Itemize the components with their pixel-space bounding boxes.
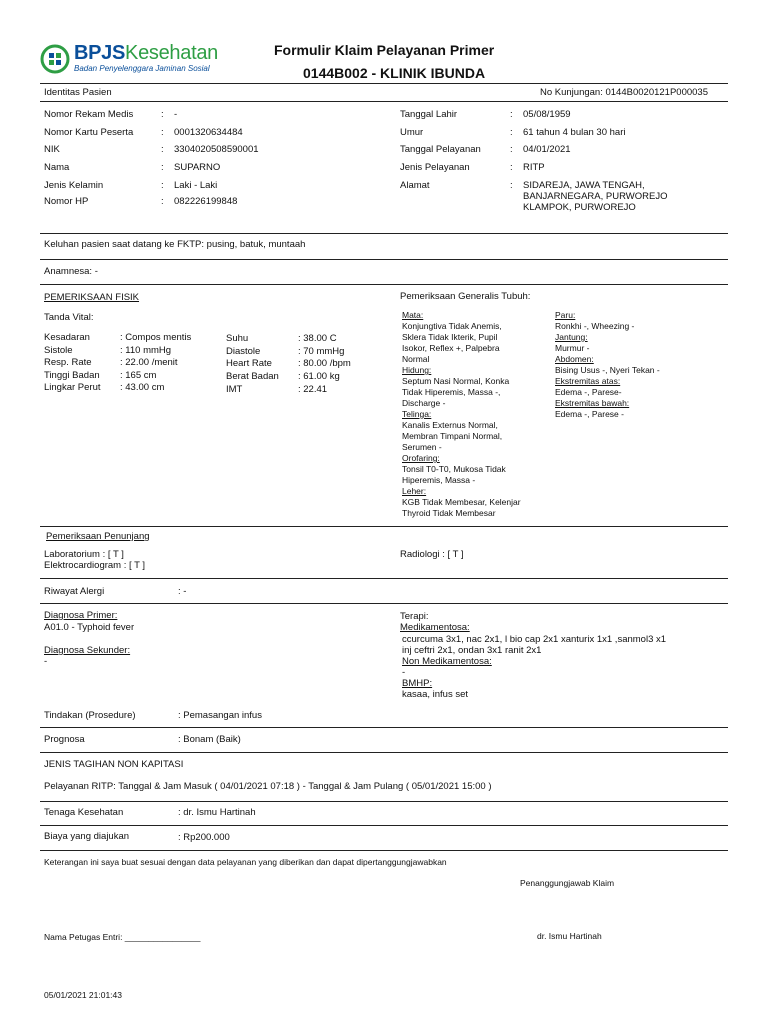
vital-label: Berat Badan <box>226 371 279 382</box>
identitas-left-label: Jenis Kelamin <box>44 180 104 191</box>
generalis-line: Abdomen: <box>555 354 594 364</box>
generalis-line: Jantung: <box>555 332 588 342</box>
bpjs-logo-icon <box>40 44 70 74</box>
identitas-right-label: Alamat <box>400 180 430 191</box>
vital-value: : 61.00 kg <box>298 371 340 382</box>
colon: : <box>510 162 513 173</box>
vital-label: Resp. Rate <box>44 357 92 368</box>
tenaga-label: Tenaga Kesehatan <box>44 807 124 818</box>
generalis-line: Telinga: <box>402 409 432 419</box>
generalis-line: Thyroid Tidak Membesar <box>402 508 496 518</box>
colon: : <box>161 144 164 155</box>
vital-value: : 80.00 /bpm <box>298 358 351 369</box>
non-medikamentosa-value: - <box>402 667 406 678</box>
vital-label: Kesadaran <box>44 332 90 343</box>
prognosa-label: Prognosa <box>44 734 85 745</box>
bmhp-value: kasaa, infus set <box>402 689 469 700</box>
vital-label: IMT <box>226 384 243 395</box>
keluhan: Keluhan pasien saat datang ke FKTP: pusing, batuk, muntaah <box>44 239 306 250</box>
biaya-value: : Rp200.000 <box>178 832 230 843</box>
tenaga-value: : dr. Ismu Hartinah <box>178 807 256 818</box>
colon: : <box>510 144 513 155</box>
vital-value: : 43.00 cm <box>120 382 165 393</box>
alamat-line: KLAMPOK, PURWOREJO <box>523 202 636 213</box>
generalis-line: Septum Nasi Normal, Konka <box>402 376 510 386</box>
bmhp-label: BMHP: <box>402 678 433 689</box>
generalis-line: Hiperemis, Massa - <box>402 475 476 485</box>
vital-value: : 110 mmHg <box>120 345 172 356</box>
vital-label: Diastole <box>226 346 261 357</box>
medikamentosa-line-1: ccurcuma 3x1, nac 2x1, l bio cap 2x1 xanturix 1x1 ,sanmol3 x1 <box>402 634 667 645</box>
radiologi: Radiologi : [ T ] <box>400 549 464 560</box>
generalis-line: Edema -, Parese - <box>555 409 624 419</box>
brand-subtitle: Badan Penyelenggara Jaminan Sosial <box>74 64 210 73</box>
colon: : <box>510 127 513 138</box>
keterangan: Keterangan ini saya buat sesuai dengan data pelayanan yang diberikan dan dapat dipertanggungjawabkan <box>44 857 447 867</box>
vital-value: : Compos mentis <box>120 332 192 343</box>
generalis-line: Serumen - <box>402 442 442 452</box>
vital-value: : 22.41 <box>298 384 328 395</box>
identitas-right-label: Umur <box>400 127 424 138</box>
non-medikamentosa-label: Non Medikamentosa: <box>402 656 492 667</box>
generalis-line: Kanalis Externus Normal, <box>402 420 498 430</box>
colon: : <box>510 180 513 191</box>
generalis-line: Membran Timpani Normal, <box>402 431 503 441</box>
identitas-right-value: RITP <box>523 162 545 173</box>
tindakan-value: : Pemasangan infus <box>178 710 262 721</box>
colon: : <box>161 109 164 120</box>
colon: : <box>161 196 164 207</box>
no-kunjungan: No Kunjungan: 0144B0020121P000035 <box>540 87 708 98</box>
colon: : <box>161 180 164 191</box>
vital-value: : 165 cm <box>120 370 157 381</box>
generalis-line: Sklera Tidak Ikterik, Pupil <box>402 332 498 342</box>
pemeriksaan-fisik-title: PEMERIKSAAN FISIK <box>44 292 140 303</box>
identitas-right-label: Tanggal Lahir <box>400 109 458 120</box>
brand-main: BPJS <box>74 42 126 64</box>
colon: : <box>510 109 513 120</box>
medikamentosa-line-2: inj ceftri 2x1, ondan 3x1 ranit 2x1 <box>402 645 542 656</box>
identitas-left-label: Nomor Kartu Peserta <box>44 127 134 138</box>
identitas-left-value: 3304020508590001 <box>174 144 259 155</box>
generalis-line: Konjungtiva Tidak Anemis, <box>402 321 502 331</box>
tagihan-detail: Pelayanan RITP: Tanggal & Jam Masuk ( 04/01/2021 07:18 ) - Tanggal & Jam Pulang ( 05/01/2021 15:00 ) <box>44 781 492 792</box>
bpjs-logo <box>40 42 225 76</box>
generalis-left <box>402 310 552 519</box>
medikamentosa-label: Medikamentosa: <box>400 622 470 633</box>
identitas-left-label: Nama <box>44 162 70 173</box>
generalis-line: Tidak Hiperemis, Massa -, <box>402 387 501 397</box>
tindakan-label: Tindakan (Prosedure) <box>44 710 136 721</box>
alamat-line: SIDAREJA, JAWA TENGAH, <box>523 180 645 191</box>
identitas-left-value: 0001320634484 <box>174 127 243 138</box>
generalis-line: Discharge - <box>402 398 446 408</box>
identitas-label: Identitas Pasien <box>44 87 112 98</box>
print-timestamp: 05/01/2021 21:01:43 <box>44 990 122 1000</box>
alergi-label: Riwayat Alergi <box>44 586 105 597</box>
tagihan-title: JENIS TAGIHAN NON KAPITASI <box>44 759 184 770</box>
identitas-right-label: Tanggal Pelayanan <box>400 144 481 155</box>
generalis-line: KGB Tidak Membesar, Kelenjar <box>402 497 521 507</box>
prognosa-value: : Bonam (Baik) <box>178 734 241 745</box>
brand-accent: Kesehatan <box>125 42 218 64</box>
colon: : <box>161 127 164 138</box>
vital-value: : 22.00 /menit <box>120 357 178 368</box>
identitas-right-value: 05/08/1959 <box>523 109 571 120</box>
generalis-line: Ekstremitas bawah: <box>555 398 630 408</box>
identitas-right-value: 04/01/2021 <box>523 144 571 155</box>
anamnesa: Anamnesa: - <box>44 266 98 277</box>
generalis-line: Ronkhi -, Wheezing - <box>555 321 635 331</box>
generalis-line: Bising Usus -, Nyeri Tekan - <box>555 365 660 375</box>
laboratorium: Laboratorium : [ T ] <box>44 549 124 560</box>
nama-petugas-entri: Nama Petugas Entri: ________________ <box>44 932 201 942</box>
vital-label: Suhu <box>226 333 249 344</box>
diagnosa-primer-label: Diagnosa Primer: <box>44 610 118 621</box>
tanda-vital-label: Tanda Vital: <box>44 312 94 323</box>
identitas-left-label: NIK <box>44 144 60 155</box>
generalis-line: Tonsil T0-T0, Mukosa Tidak <box>402 464 506 474</box>
generalis-line: Normal <box>402 354 430 364</box>
identitas-left-value: - <box>174 109 178 120</box>
generalis-line: Murmur - <box>555 343 590 353</box>
terapi-label: Terapi: <box>400 611 429 622</box>
penunjang-title: Pemeriksaan Penunjang <box>46 531 150 542</box>
generalis-line: Isokor, Reflex +, Palpebra <box>402 343 500 353</box>
vital-label: Sistole <box>44 345 73 356</box>
vital-label: Heart Rate <box>226 358 272 369</box>
generalis-line: Leher: <box>402 486 427 496</box>
generalis-right <box>555 310 725 420</box>
clinic-title: 0144B002 - KLINIK IBUNDA <box>303 65 486 81</box>
dokter-signature-name: dr. Ismu Hartinah <box>537 931 602 941</box>
colon: : <box>161 162 164 173</box>
biaya-label: Biaya yang diajukan <box>44 831 130 842</box>
identitas-left-label: Nomor Rekam Medis <box>44 109 134 120</box>
alergi-value: : - <box>178 586 187 597</box>
diagnosa-sekunder-label: Diagnosa Sekunder: <box>44 645 131 656</box>
vital-label: Tinggi Badan <box>44 370 100 381</box>
identitas-left-value: 082226199848 <box>174 196 238 207</box>
diagnosa-sekunder-value: - <box>44 656 48 667</box>
generalis-line: Ekstremitas atas: <box>555 376 621 386</box>
generalis-line: Mata: <box>402 310 424 320</box>
vital-value: : 70 mmHg <box>298 346 345 357</box>
generalis-line: Orofaring: <box>402 453 440 463</box>
diagnosa-primer-value: A01.0 - Typhoid fever <box>44 622 135 633</box>
identitas-left-value: Laki - Laki <box>174 180 218 191</box>
page-title: Formulir Klaim Pelayanan Primer <box>274 42 495 58</box>
penanggungjawab: Penanggungjawab Klaim <box>520 878 615 888</box>
generalis-line: Hidung: <box>402 365 432 375</box>
identitas-left-value: SUPARNO <box>174 162 221 173</box>
identitas-right-label: Jenis Pelayanan <box>400 162 470 173</box>
alamat-line: BANJARNEGARA, PURWOREJO <box>523 191 668 202</box>
elektrocardiogram: Elektrocardiogram : [ T ] <box>44 560 146 571</box>
identitas-left-label: Nomor HP <box>44 196 89 207</box>
vital-label: Lingkar Perut <box>44 382 101 393</box>
generalis-title: Pemeriksaan Generalis Tubuh: <box>400 291 531 302</box>
generalis-line: Edema -, Parese- <box>555 387 622 397</box>
generalis-line: Paru: <box>555 310 576 320</box>
vital-value: : 38.00 C <box>298 333 337 344</box>
identitas-right-value: 61 tahun 4 bulan 30 hari <box>523 127 626 138</box>
